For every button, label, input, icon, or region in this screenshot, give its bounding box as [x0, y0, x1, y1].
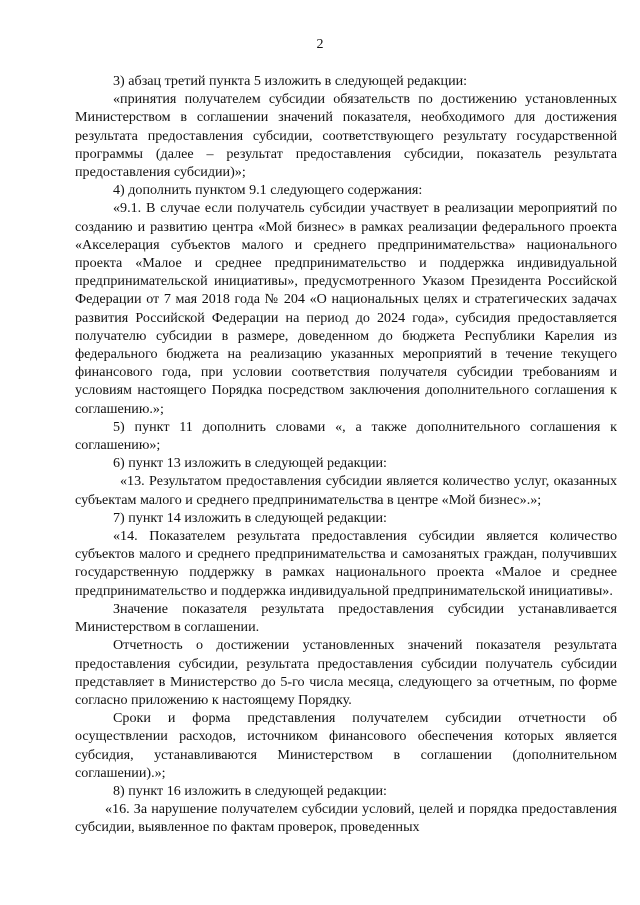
paragraph: Сроки и форма представления получателем субсидии отчетности об осуществлении расходов, источником финансового обеспечения которых является субсидия, устанавливаются Министерством в соглашении (дополнительном соглашении).»; — [75, 710, 617, 781]
paragraph: 8) пункт 16 изложить в следующей редакции: — [113, 782, 387, 799]
paragraph: «13. Результатом предоставления субсидии является количество услуг, оказанных субъектам малого и среднего предпринимательства в центре «Мой бизнес».»; — [75, 473, 617, 508]
paragraph: 3) абзац третий пункта 5 изложить в следующей редакции: — [113, 73, 468, 89]
paragraph: 6) пункт 13 изложить в следующей редакции: — [113, 455, 387, 472]
paragraph: Значение показателя результата предоставления субсидии устанавливается Министерством в соглашении. — [75, 600, 617, 636]
paragraph: «принятия получателем субсидии обязательств по достижению установленных Министерством в соглашении значений показателя, необходимого для достижения результата предоставления субсидии, соответствующего результату государственной программы (далее – результат предоставления субсидии, показатель результата предоставления субсидии)»; — [75, 91, 617, 181]
paragraph: 5) пункт 11 дополнить словами «, а также дополнительного соглашения к соглашению»; — [75, 418, 617, 454]
paragraph: 4) дополнить пунктом 9.1 следующего содержания: — [113, 182, 423, 199]
document-body — [75, 72, 617, 837]
paragraph: «9.1. В случае если получатель субсидии участвует в реализации мероприятий по созданию и развитию центра «Мой бизнес» в рамках реализации федерального проекта «Акселерация субъектов малого и среднего предпринимательства» национального проекта «Малое и среднее предпринимательство и поддержка индивидуальной предпринимательской инициативы», предусмотренного Указом Президента Российской Федерации от 7 мая 2018 года № 204 «О национальных целях и стратегических задачах развития Российской Федерации на период до 2024 года», субсидия предоставляется получателю субсидии в размере, доведенном до бюджета Республики Карелия из федерального бюджета на реализацию указанных мероприятий в течение текущего финансового года, при условии соответствия получателя субсидии требованиям и условиям настоящего Порядка посредством заключения дополнительного соглашения к соглашению.»; — [75, 200, 617, 417]
paragraph: «14. Показателем результата предоставления субсидии является количество субъектов малого и среднего предпринимательства и самозанятых граждан, получивших государственную поддержку в рамках национального проекта «Малое и среднее предпринимательство и поддержка индивидуальной предпринимательской инициативы». — [75, 528, 617, 599]
paragraph: Отчетность о достижении установленных значений показателя результата предоставления субсидии, результата предоставления субсидии получатель субсидии представляет в Министерство до 5-го числа месяца, следующего за отчетным, по форме согласно приложению к настоящему Порядку. — [75, 637, 617, 708]
paragraph: «16. За нарушение получателем субсидии условий, целей и порядка предоставления субсидии, выявленное по фактам проверок, проведенных — [75, 801, 617, 836]
paragraph: 7) пункт 14 изложить в следующей редакции: — [113, 509, 387, 526]
page-number: 2 — [316, 37, 324, 52]
